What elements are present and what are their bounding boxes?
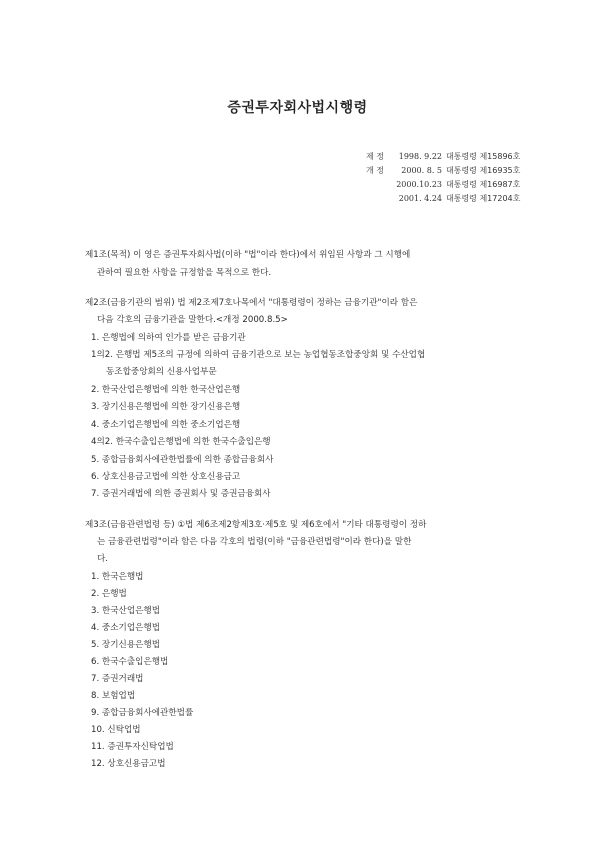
- history-decree: 대통령령 제15896호: [446, 152, 521, 161]
- list-item: 5. 장기신용은행법: [91, 640, 161, 650]
- document-title: 증권투자회사법시행령: [227, 100, 368, 116]
- history-row: [338, 164, 520, 178]
- list-item: 11. 증권투자신탁업법: [91, 742, 174, 752]
- list-item: 3. 한국산업은행법: [91, 606, 161, 616]
- list-item: 10. 신탁업법: [91, 725, 141, 735]
- list-item: 2. 은행법: [91, 589, 127, 599]
- history-label: 개 정: [366, 166, 384, 175]
- list-item: 9. 종합금융회사에관한법률: [91, 708, 194, 718]
- list-item: 8. 보험업법: [91, 691, 136, 701]
- history-date: 2000. 8. 5: [401, 166, 442, 175]
- article-3-line: 다.: [97, 554, 109, 564]
- history-label: 제 정: [366, 152, 384, 161]
- list-item: 6. 한국수출입은행법: [91, 657, 169, 667]
- list-item: 2. 한국산업은행법에 의한 한국산업은행: [91, 385, 241, 395]
- list-item: 3. 장기신용은행법에 의한 장기신용은행: [91, 402, 241, 412]
- article-2-line: 다음 각호의 금융기관을 말한다.<개정 2000.8.5>: [97, 315, 288, 325]
- list-item: 4의2. 한국수출입은행법에 의한 한국수출입은행: [91, 437, 271, 447]
- list-item: 7. 증권거래법: [91, 674, 144, 684]
- history-date: 2000.10.23: [396, 180, 442, 189]
- history-row: [338, 178, 520, 192]
- article-2-line: 제2조(금융기관의 범위) 법 제2조제7호나목에서 "대통령령이 정하는 금융기관"이라 함은: [85, 298, 418, 308]
- list-item: 1의2. 은행법 제5조의 규정에 의하여 금융기관으로 보는 농업협동조합중앙회 및 수산업협: [91, 350, 426, 360]
- list-item-continuation: 동조합중앙회의 신용사업부문: [106, 367, 217, 377]
- history-decree: 대통령령 제16935호: [446, 166, 521, 175]
- history-row: [338, 150, 520, 164]
- list-item: 12. 상호신용금고법: [91, 759, 166, 769]
- article-3-line: 제3조(금융관련법령 등) ①법 제6조제2항제3호·제5호 및 제6호에서 "기타 대통령령이 정하: [85, 520, 427, 530]
- article-3-line: 는 금융관련법령"이라 함은 다음 각호의 법령(이하 "금융관련법령"이라 한다)을 말한: [97, 537, 412, 547]
- list-item: 4. 중소기업은행법에 의한 중소기업은행: [91, 420, 241, 430]
- list-item: 1. 은행법에 의하여 인가를 받은 금융기관: [91, 333, 246, 343]
- list-item: 1. 한국은행법: [91, 572, 144, 582]
- list-item: 6. 상호신용금고법에 의한 상호신용금고: [91, 472, 241, 482]
- history-date: 1998. 9.22: [398, 152, 442, 161]
- list-item: 5. 종합금융회사에관한법률에 의한 종합금융회사: [91, 455, 274, 465]
- article-1-line: 제1조(목적) 이 영은 증권투자회사법(이하 "법"이라 한다)에서 위임된 사항과 그 시행에: [85, 250, 411, 260]
- list-item: 4. 중소기업은행법: [91, 623, 161, 633]
- article-1-line: 관하여 필요한 사항을 규정함을 목적으로 한다.: [97, 268, 272, 278]
- history-decree: 대통령령 제16987호: [446, 180, 521, 189]
- history-date: 2001. 4.24: [398, 194, 442, 203]
- list-item: 7. 증권거래법에 의한 증권회사 및 증권금융회사: [91, 489, 271, 499]
- history-row: [338, 192, 520, 206]
- history-decree: 대통령령 제17204호: [446, 194, 521, 203]
